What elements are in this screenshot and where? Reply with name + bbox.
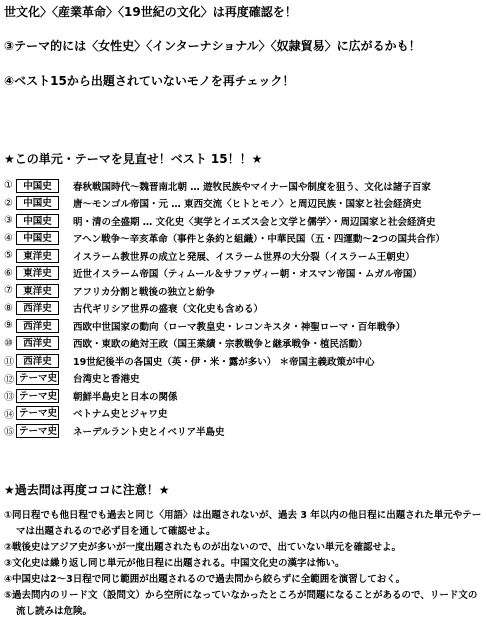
best15-list <box>4 177 484 440</box>
category-tag: テーマ史 <box>16 406 59 420</box>
rank-number: ⑮ <box>4 427 14 439</box>
rank-number: ⑫ <box>4 374 14 386</box>
rank-number: ⑨ <box>4 320 13 332</box>
category-tag: 西洋史 <box>16 301 59 315</box>
rank-number: ⑭ <box>4 409 14 421</box>
category-tag: 東洋史 <box>16 284 59 298</box>
category-tag: テーマ史 <box>16 371 59 385</box>
topic-text: 19世紀後半の各国史（英・伊・米・露が多い） ＊帝国主義政策が中心 <box>73 356 375 368</box>
best15-title: ★この単元・テーマを見直せ！ベスト 15！！★ <box>4 152 263 166</box>
category-tag: 東洋史 <box>16 266 59 280</box>
topic-text: アヘン戦争～辛亥革命（事件と条約と組織）・中華民国（五・四運動～2つの国共合作） <box>73 234 445 246</box>
note-item: ②戦後史はアジア史が多いが一度出題されたものが出ないので、出ていない単元を確認せよ。 <box>4 542 401 553</box>
note-item: ①同日程でも他日程でも過去と同じ〈用語〉は出題されないが、過去 3 年以内の他日程に出題された単元やテーマは出題されるので必ず目を通して確認せよ。 <box>4 510 482 537</box>
intro-line-3: ④ベスト15から出題されていないモノを再チェック！ <box>4 74 295 88</box>
category-tag: 東洋史 <box>16 249 59 263</box>
rank-number: ② <box>4 197 13 209</box>
rank-number: ⑧ <box>4 302 13 314</box>
category-tag: 中国史 <box>16 196 59 210</box>
intro-line-1: 世文化〉〈産業革命〉〈19世紀の文化〉は再度確認を！ <box>4 5 297 19</box>
topic-text: ネーデルラント史とイベリア半島史 <box>73 426 225 438</box>
topic-text: 古代ギリシア世界の盛衰（文化史も含める） <box>73 304 264 316</box>
list-item <box>4 195 484 213</box>
list-item <box>4 352 484 370</box>
topic-text: 唐～モンゴル帝国・元 … 東西交流〈ヒトとモノ〉と周辺民族・国家と社会経済史 <box>73 199 422 211</box>
note-item: ④中国史は2～3日程で同じ範囲が出題されるので過去問から絞らずに全範囲を演習しておく。 <box>4 574 406 585</box>
category-tag: 西洋史 <box>16 319 59 333</box>
topic-text: 西欧・東欧の絶対王政（国王業績・宗教戦争と継承戦争・植民活動） <box>73 339 368 351</box>
topic-text: 明・清の全盛期 … 文化史〈実学とイエズス会と文学と儒学〉・周辺国家と社会経済史 <box>73 216 436 228</box>
topic-text: 西欧中世国家の動向（ローマ教皇史・レコンキスタ・神聖ローマ・百年戦争） <box>73 321 406 333</box>
topic-text: ベトナム史とジャワ史 <box>73 409 168 421</box>
list-item <box>4 387 484 405</box>
rank-number: ⑦ <box>4 285 13 297</box>
category-tag: 中国史 <box>16 179 59 193</box>
list-item <box>4 300 484 318</box>
rank-number: ⑪ <box>4 357 14 369</box>
rank-number: ⑤ <box>4 250 13 262</box>
rank-number: ⑥ <box>4 267 13 279</box>
category-tag: 中国史 <box>16 231 59 245</box>
category-tag: 西洋史 <box>16 354 59 368</box>
list-item <box>4 370 484 388</box>
list-item <box>4 317 484 335</box>
list-item <box>4 230 484 248</box>
list-item <box>4 422 484 440</box>
list-item <box>4 335 484 353</box>
list-item <box>4 247 484 265</box>
category-tag: テーマ史 <box>16 424 59 438</box>
topic-text: 朝鮮半島史と日本の関係 <box>73 391 178 403</box>
list-item <box>4 282 484 300</box>
list-item <box>4 212 484 230</box>
rank-number: ⑩ <box>4 337 13 349</box>
rank-number: ① <box>4 180 13 192</box>
category-tag: 中国史 <box>16 214 59 228</box>
rank-number: ④ <box>4 232 13 244</box>
intro-line-2: ③テーマ的には〈女性史〉〈インターナショナル〉〈奴隷貿易〉に広がるかも！ <box>4 39 421 53</box>
category-tag: 西洋史 <box>16 336 59 350</box>
rank-number: ⑬ <box>4 392 14 404</box>
list-item <box>4 405 484 423</box>
topic-text: 近世イスラーム帝国（ティムール＆サファヴィー朝・オスマン帝国・ムガル帝国） <box>73 269 422 281</box>
rank-number: ③ <box>4 215 13 227</box>
past-exam-notes <box>4 508 482 620</box>
past-exam-title: ★過去問は再度ココに注意！★ <box>4 483 170 497</box>
list-item <box>4 177 484 195</box>
topic-text: 春秋戦国時代～魏晋南北朝 … 遊牧民族やマイナー国や制度を狙う、文化は諸子百家 <box>73 181 431 193</box>
topic-text: アフリカ分割と戦後の独立と紛争 <box>73 286 216 298</box>
note-item: ③文化史は繰り返し同じ単元が他日程に出題される。中国文化史の漢字は怖い。 <box>4 558 345 569</box>
topic-text: イスラーム教世界の成立と発展、イスラーム世界の大分裂（イスラーム王朝史） <box>73 251 415 263</box>
category-tag: テーマ史 <box>16 389 59 403</box>
topic-text: 台湾史と香港史 <box>73 374 140 386</box>
note-item: ⑤過去問内のリード文（設問文）から空所になっていなかったところが問題になることがあるので、リード文の流し読みは危険。 <box>4 590 478 617</box>
list-item <box>4 265 484 283</box>
